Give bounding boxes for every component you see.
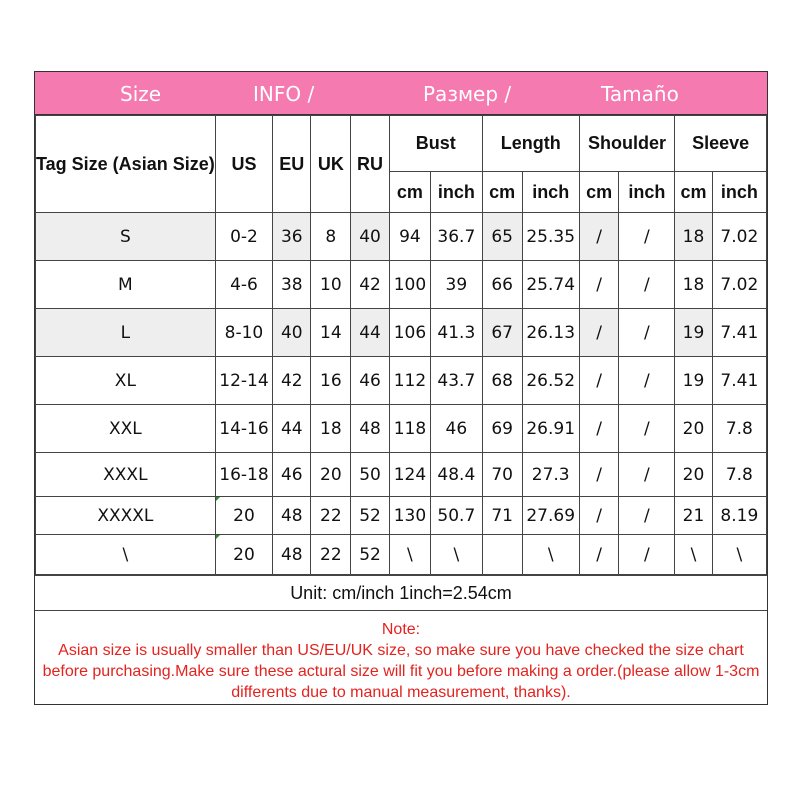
- length-inch-cell: 27.3: [522, 453, 579, 497]
- shoulder-inch-cell: /: [619, 309, 675, 357]
- length-inch-cell: 26.52: [522, 357, 579, 405]
- header-length-inch: inch: [522, 172, 579, 213]
- length-inch-cell: 26.13: [522, 309, 579, 357]
- uk-cell: 22: [311, 497, 351, 535]
- size-cell: L: [36, 309, 216, 357]
- shoulder-cm-cell: /: [579, 213, 619, 261]
- bust-inch-cell: 50.7: [430, 497, 482, 535]
- shoulder-inch-cell: /: [619, 213, 675, 261]
- size-cell: \: [36, 535, 216, 575]
- banner-tamano-label: Tamaño: [601, 82, 679, 106]
- header-bust-inch: inch: [430, 172, 482, 213]
- sleeve-inch-cell: 7.41: [712, 309, 766, 357]
- us-cell: 12-14: [215, 357, 272, 405]
- sleeve-inch-cell: 7.8: [712, 405, 766, 453]
- shoulder-inch-cell: /: [619, 261, 675, 309]
- unit-conversion-row: Unit: cm/inch 1inch=2.54cm: [35, 575, 767, 611]
- eu-cell: 46: [273, 453, 311, 497]
- ru-cell: 40: [351, 213, 390, 261]
- shoulder-cm-cell: /: [579, 497, 619, 535]
- uk-cell: 10: [311, 261, 351, 309]
- header-bust-cm: cm: [389, 172, 430, 213]
- sleeve-cm-cell: 19: [675, 357, 712, 405]
- table-row: [36, 497, 767, 535]
- sleeve-cm-cell: 21: [675, 497, 712, 535]
- eu-cell: 44: [273, 405, 311, 453]
- bust-inch-cell: 36.7: [430, 213, 482, 261]
- sleeve-cm-cell: 18: [675, 261, 712, 309]
- sleeve-cm-cell: 20: [675, 453, 712, 497]
- eu-cell: 48: [273, 535, 311, 575]
- uk-cell: 8: [311, 213, 351, 261]
- shoulder-cm-cell: /: [579, 261, 619, 309]
- shoulder-inch-cell: /: [619, 405, 675, 453]
- length-inch-cell: 27.69: [522, 497, 579, 535]
- table-row: [36, 453, 767, 497]
- shoulder-inch-cell: /: [619, 535, 675, 575]
- bust-cm-cell: 118: [389, 405, 430, 453]
- bust-inch-cell: \: [430, 535, 482, 575]
- uk-cell: 18: [311, 405, 351, 453]
- uk-cell: 14: [311, 309, 351, 357]
- size-cell: XXL: [36, 405, 216, 453]
- sleeve-inch-cell: \: [712, 535, 766, 575]
- length-cm-cell: 65: [482, 213, 522, 261]
- table-row: [36, 535, 767, 575]
- eu-cell: 48: [273, 497, 311, 535]
- us-cell: 4-6: [215, 261, 272, 309]
- sleeve-cm-cell: \: [675, 535, 712, 575]
- bust-cm-cell: 112: [389, 357, 430, 405]
- shoulder-inch-cell: /: [619, 453, 675, 497]
- banner-razmer-label: Размер /: [423, 82, 512, 106]
- bust-cm-cell: 106: [389, 309, 430, 357]
- length-inch-cell: 25.74: [522, 261, 579, 309]
- size-table: [35, 115, 767, 575]
- header-length: Length: [482, 116, 579, 172]
- ru-cell: 42: [351, 261, 390, 309]
- header-shoulder: Shoulder: [579, 116, 675, 172]
- shoulder-cm-cell: /: [579, 357, 619, 405]
- size-cell: S: [36, 213, 216, 261]
- bust-cm-cell: \: [389, 535, 430, 575]
- header-tag-size: Tag Size (Asian Size): [36, 116, 216, 213]
- length-cm-cell: [482, 535, 522, 575]
- table-row: [36, 309, 767, 357]
- uk-cell: 16: [311, 357, 351, 405]
- header-bust: Bust: [389, 116, 482, 172]
- bust-inch-cell: 39: [430, 261, 482, 309]
- bust-cm-cell: 94: [389, 213, 430, 261]
- bust-cm-cell: 100: [389, 261, 430, 309]
- ru-cell: 48: [351, 405, 390, 453]
- sleeve-cm-cell: 19: [675, 309, 712, 357]
- length-cm-cell: 66: [482, 261, 522, 309]
- bust-cm-cell: 124: [389, 453, 430, 497]
- ru-cell: 46: [351, 357, 390, 405]
- size-info-banner: [35, 72, 767, 115]
- sleeve-inch-cell: 8.19: [712, 497, 766, 535]
- ru-cell: 44: [351, 309, 390, 357]
- bust-cm-cell: 130: [389, 497, 430, 535]
- length-inch-cell: \: [522, 535, 579, 575]
- sleeve-inch-cell: 7.02: [712, 261, 766, 309]
- table-row: [36, 357, 767, 405]
- length-cm-cell: 69: [482, 405, 522, 453]
- uk-cell: 22: [311, 535, 351, 575]
- shoulder-cm-cell: /: [579, 405, 619, 453]
- eu-cell: 40: [273, 309, 311, 357]
- us-cell: 20: [215, 535, 272, 575]
- bust-inch-cell: 43.7: [430, 357, 482, 405]
- ru-cell: 52: [351, 497, 390, 535]
- note-section: [35, 613, 767, 703]
- size-chart: [34, 71, 768, 705]
- note-title: Note:: [381, 621, 421, 638]
- size-cell: M: [36, 261, 216, 309]
- bust-inch-cell: 48.4: [430, 453, 482, 497]
- length-inch-cell: 26.91: [522, 405, 579, 453]
- us-cell: 20: [215, 497, 272, 535]
- header-shoulder-inch: inch: [619, 172, 675, 213]
- sleeve-cm-cell: 18: [675, 213, 712, 261]
- us-cell: 16-18: [215, 453, 272, 497]
- length-inch-cell: 25.35: [522, 213, 579, 261]
- ru-cell: 50: [351, 453, 390, 497]
- us-cell: 8-10: [215, 309, 272, 357]
- header-shoulder-cm: cm: [579, 172, 619, 213]
- size-cell: XXXXL: [36, 497, 216, 535]
- banner-info-label: INFO /: [253, 82, 315, 106]
- header-eu: EU: [273, 116, 311, 213]
- shoulder-cm-cell: /: [579, 309, 619, 357]
- sleeve-inch-cell: 7.8: [712, 453, 766, 497]
- note-body: Asian size is usually smaller than US/EU/UK size, so make sure you have checked the size chart before purchasing.Make sure these actural size will fit you before making a order.(please allow 1-3cm differents due to manual measurement, thanks).: [42, 642, 760, 701]
- eu-cell: 42: [273, 357, 311, 405]
- size-cell: XL: [36, 357, 216, 405]
- header-us: US: [215, 116, 272, 213]
- sleeve-inch-cell: 7.41: [712, 357, 766, 405]
- shoulder-cm-cell: /: [579, 535, 619, 575]
- header-sleeve-cm: cm: [675, 172, 712, 213]
- sleeve-inch-cell: 7.02: [712, 213, 766, 261]
- us-cell: 0-2: [215, 213, 272, 261]
- sleeve-cm-cell: 20: [675, 405, 712, 453]
- us-cell: 14-16: [215, 405, 272, 453]
- shoulder-inch-cell: /: [619, 357, 675, 405]
- header-sleeve: Sleeve: [675, 116, 767, 172]
- header-ru: RU: [351, 116, 390, 213]
- length-cm-cell: 68: [482, 357, 522, 405]
- table-row: [36, 405, 767, 453]
- bust-inch-cell: 46: [430, 405, 482, 453]
- bust-inch-cell: 41.3: [430, 309, 482, 357]
- eu-cell: 36: [273, 213, 311, 261]
- ru-cell: 52: [351, 535, 390, 575]
- size-cell: XXXL: [36, 453, 216, 497]
- shoulder-cm-cell: /: [579, 453, 619, 497]
- length-cm-cell: 71: [482, 497, 522, 535]
- header-length-cm: cm: [482, 172, 522, 213]
- eu-cell: 38: [273, 261, 311, 309]
- table-row: [36, 213, 767, 261]
- shoulder-inch-cell: /: [619, 497, 675, 535]
- header-uk: UK: [311, 116, 351, 213]
- length-cm-cell: 67: [482, 309, 522, 357]
- table-row: [36, 261, 767, 309]
- length-cm-cell: 70: [482, 453, 522, 497]
- banner-size-label: Size: [120, 82, 162, 106]
- header-sleeve-inch: inch: [712, 172, 766, 213]
- uk-cell: 20: [311, 453, 351, 497]
